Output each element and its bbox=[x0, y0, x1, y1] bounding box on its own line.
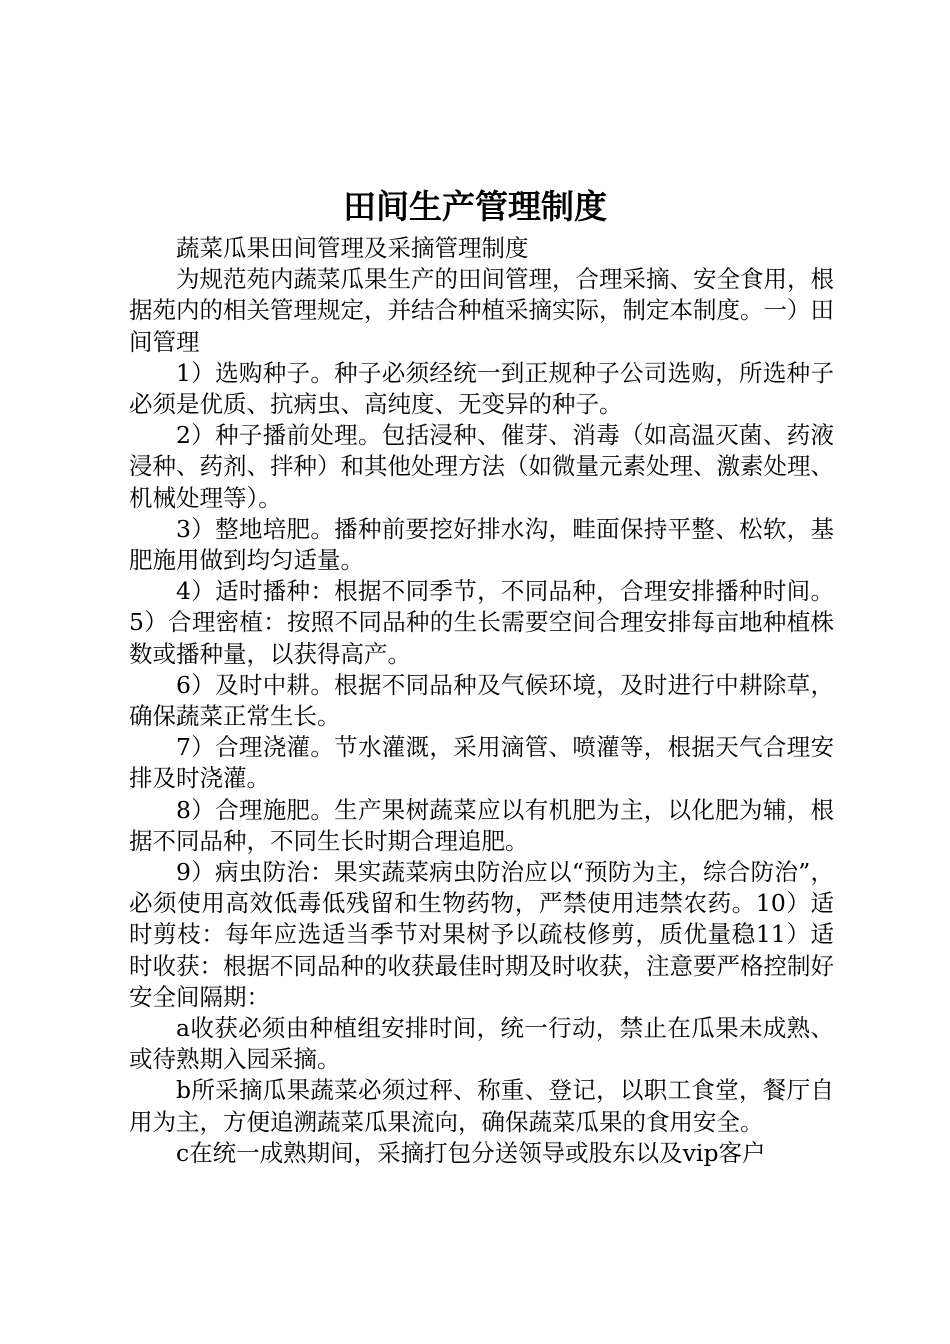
paragraph-sub-a: a收获必须由种植组安排时间，统一行动，禁止在瓜果未成熟、或待熟期入园采摘。 bbox=[129, 1014, 834, 1074]
paragraph-item-9-11: 9）病虫防治：果实蔬菜病虫防治应以“预防为主，综合防治”，必须使用高效低毒低残留和生物药物，严禁使用违禁农药。10）适时剪枝：每年应选适当季节对果树予以疏枝修剪，质优量稳11）适时收获：根据不同品种的收获最佳时期及时收获，注意要严格控制好安全间隔期： bbox=[129, 858, 834, 1011]
paragraph-item-7: 7）合理浇灌。节水灌溉，采用滴管、喷灌等，根据天气合理安排及时浇灌。 bbox=[129, 733, 834, 793]
document-title: 田间生产管理制度 bbox=[343, 187, 607, 226]
paragraph-sub-c: c在统一成熟期间，采摘打包分送领导或股东以及vip客户 bbox=[176, 1138, 766, 1167]
paragraph-item-2: 2）种子播前处理。包括浸种、催芽、消毒（如高温灭菌、药液浸种、药剂、拌种）和其他处理方法（如微量元素处理、激素处理、机械处理等）。 bbox=[129, 421, 834, 512]
paragraph-item-6: 6）及时中耕。根据不同品种及气候环境，及时进行中耕除草，确保蔬菜正常生长。 bbox=[129, 670, 834, 731]
paragraph-item-8: 8）合理施肥。生产果树蔬菜应以有机肥为主，以化肥为辅，根据不同品种，不同生长时期合理追肥。 bbox=[129, 795, 834, 855]
paragraph-item-1: 1）选购种子。种子必须经统一到正规种子公司选购，所选种子必须是优质、抗病虫、高纯度、无变异的种子。 bbox=[129, 358, 834, 419]
document-body bbox=[129, 233, 834, 1169]
paragraph-subtitle: 蔬菜瓜果田间管理及采摘管理制度 bbox=[176, 234, 529, 262]
paragraph-item-4-5: 4）适时播种：根据不同季节，不同品种，合理安排播种时间。5）合理密植：按照不同品种的生长需要空间合理安排每亩地种植株数或播种量，以获得高产。 bbox=[129, 577, 834, 668]
paragraph-sub-b: b所采摘瓜果蔬菜必须过秤、称重、登记，以职工食堂，餐厅自用为主，方便追溯蔬菜瓜果流向，确保蔬菜瓜果的食用安全。 bbox=[129, 1076, 834, 1136]
paragraph-intro: 为规范苑内蔬菜瓜果生产的田间管理，合理采摘、安全食用，根据苑内的相关管理规定，并结合种植采摘实际，制定本制度。一）田间管理 bbox=[129, 265, 834, 356]
paragraph-item-3: 3）整地培肥。播种前要挖好排水沟，畦面保持平整、松软，基肥施用做到均匀适量。 bbox=[129, 514, 834, 575]
